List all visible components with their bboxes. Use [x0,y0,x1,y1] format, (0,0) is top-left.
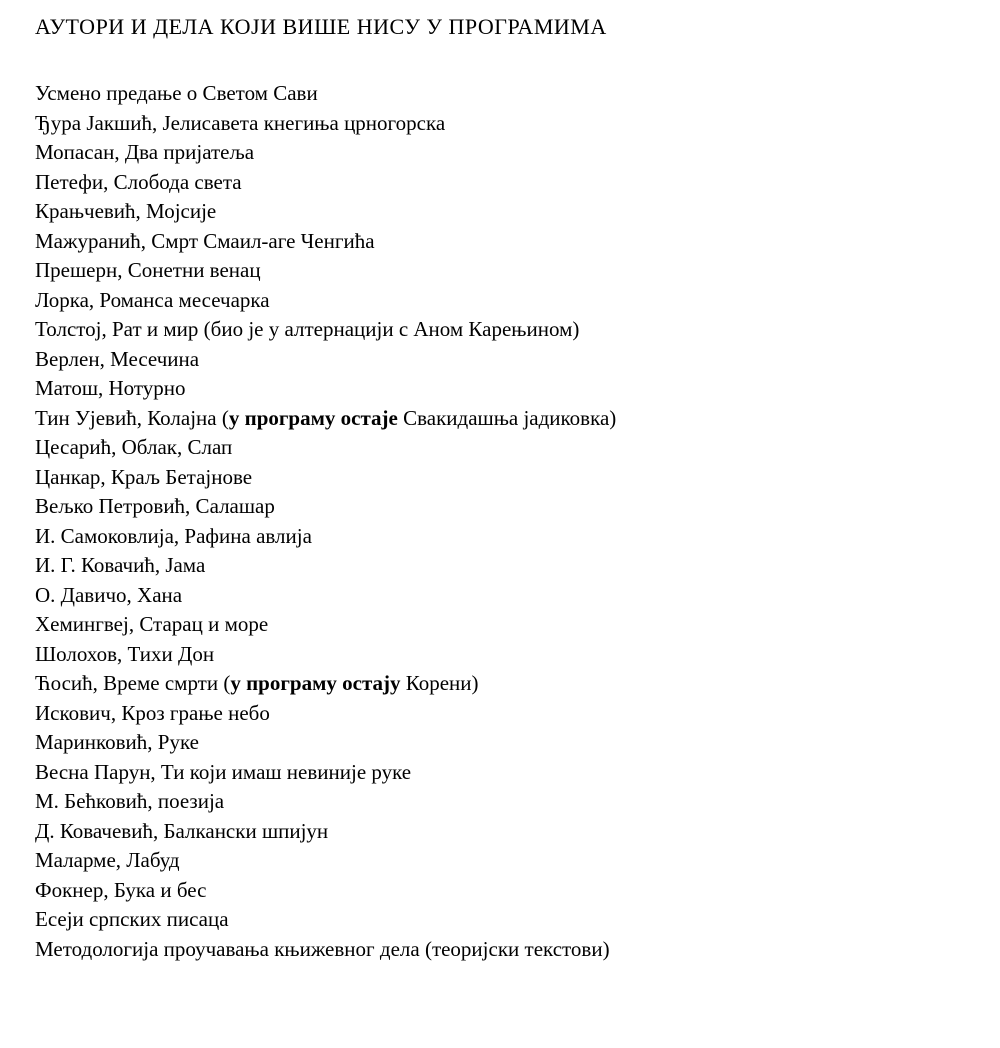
document-line [35,817,970,847]
document-line [35,935,970,965]
document-line [35,79,970,109]
document-line [35,551,970,581]
line-segment: Петефи, Слобода света [35,169,242,194]
line-segment: Толстој, Рат и мир (био је у алтернацији с Аном Карењином) [35,317,580,341]
document-line [35,787,970,817]
line-segment: Есеји српских писаца [35,907,229,931]
document-line [35,315,970,345]
document-line [35,138,970,168]
document-line [35,286,970,316]
document-lines [35,79,970,964]
line-segment: Прешерн, Сонетни венац [35,258,261,282]
document-line [35,640,970,670]
document-line [35,109,970,139]
line-segment: Ћосић, Време смрти ( [35,671,231,695]
line-segment: Фокнер, Бука и бес [35,877,207,902]
document-line [35,758,970,788]
line-segment: Методологија проучавања књижевног дела (теоријски текстови) [35,936,610,961]
line-segment: Вељко Петровић, Салашар [35,494,275,518]
document-line [35,728,970,758]
line-segment: Верлен, Месечина [35,346,200,371]
line-segment: Лорка, Романса месечарка [35,287,270,312]
document-line [35,492,970,522]
document-line [35,846,970,876]
line-segment: О. Давичо, Хана [35,582,183,607]
line-segment: И. Самоковлија, Рафина авлија [35,523,312,548]
line-segment: Корени) [400,671,479,695]
line-segment: Шолохов, Тихи Дон [35,641,215,666]
line-segment: Тин Ујевић, Колајна ( [35,405,229,430]
document-line [35,522,970,552]
document-line [35,345,970,375]
line-segment: М. Бећковић, поезија [35,789,225,813]
line-segment: Крањчевић, Мојсије [35,199,217,223]
line-segment: Весна Парун, Ти који имаш невиније руке [35,759,412,784]
line-segment: Искович, Кроз грање небо [35,700,270,725]
line-segment: Мопасан, Два пријатеља [35,140,255,164]
document-title: АУТОРИ И ДЕЛА КОЈИ ВИШЕ НИСУ У ПРОГРАМИМА [35,14,607,39]
document-line [35,433,970,463]
line-segment: Маринковић, Руке [35,730,199,754]
line-segment: И. Г. Ковачић, Јама [35,553,206,577]
line-segment-bold: у програму остаје [228,405,398,430]
line-segment: Цесарић, Облак, Слап [35,435,233,459]
document-line [35,876,970,906]
line-segment: Ђура Јакшић, Јелисавета кнегиња црногорска [35,110,446,135]
line-segment: Д. Ковачевић, Балкански шпијун [35,818,329,843]
line-segment: Мажуранић, Смрт Смаил-аге Ченгића [35,228,375,253]
line-segment: Усмено предање о Светом Сави [35,81,318,105]
document-line [35,610,970,640]
document-line [35,227,970,257]
document-line [35,374,970,404]
document-line [35,404,970,434]
document-line [35,197,970,227]
line-segment: Матош, Нотурно [35,376,186,400]
document-line [35,168,970,198]
line-segment: Цанкар, Краљ Бетајнове [35,464,253,489]
document-line [35,669,970,699]
document-line [35,581,970,611]
document-line [35,463,970,493]
line-segment-bold: у програму остају [230,671,401,695]
line-segment: Свакидашња јадиковка) [397,405,617,430]
document-line [35,699,970,729]
document-line [35,256,970,286]
line-segment: Хемингвеј, Старац и море [35,612,269,636]
line-segment: Маларме, Лабуд [35,848,180,872]
document-line [35,905,970,935]
